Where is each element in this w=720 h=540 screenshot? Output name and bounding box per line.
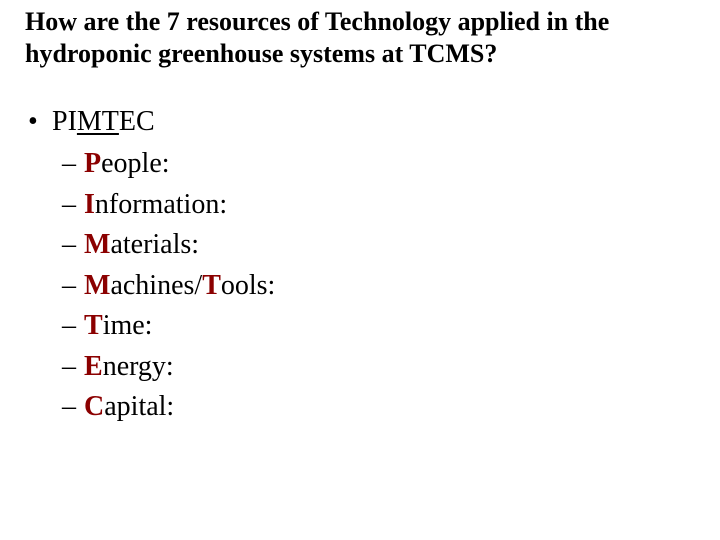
resource-list bbox=[62, 144, 275, 428]
dash: – bbox=[62, 391, 76, 422]
dash: – bbox=[62, 188, 76, 220]
initial-letter: M bbox=[84, 269, 111, 301]
item-text-tail: ools: bbox=[220, 269, 276, 301]
acronym-part-1: PI bbox=[52, 106, 77, 137]
list-item-materials bbox=[62, 225, 275, 266]
initial-letter: P bbox=[84, 148, 102, 179]
initial-letter: E bbox=[84, 350, 103, 382]
list-item-energy bbox=[62, 347, 275, 388]
item-text: nergy: bbox=[102, 350, 174, 382]
item-text: ime: bbox=[102, 310, 153, 341]
initial-letter: C bbox=[84, 391, 105, 422]
item-text: apital: bbox=[104, 391, 175, 422]
initial-letter: M bbox=[84, 229, 111, 260]
acronym-part-2: MT bbox=[76, 106, 119, 137]
dash: – bbox=[62, 148, 76, 179]
slide-title: How are the 7 resources of Technology applied in the hydroponic greenhouse systems at TCMS? bbox=[25, 7, 610, 68]
dash: – bbox=[62, 310, 76, 341]
dash: – bbox=[62, 229, 76, 260]
acronym-bullet bbox=[28, 104, 155, 140]
list-item-people bbox=[62, 144, 275, 185]
initial-letter: I bbox=[84, 188, 95, 220]
list-item-capital bbox=[62, 387, 275, 428]
list-item-time bbox=[62, 306, 275, 347]
item-text: eople: bbox=[101, 148, 170, 179]
item-text: achines/ bbox=[110, 269, 203, 301]
initial-letter: T bbox=[84, 310, 103, 341]
dash: – bbox=[62, 269, 76, 301]
list-item-information bbox=[62, 185, 275, 226]
bullet-dot: • bbox=[28, 106, 38, 137]
list-item-machines-tools bbox=[62, 266, 275, 307]
initial-letter-tools: T bbox=[202, 269, 221, 301]
dash: – bbox=[62, 350, 76, 382]
item-text: aterials: bbox=[110, 229, 200, 260]
acronym-part-3: EC bbox=[118, 106, 155, 137]
item-text: nformation: bbox=[94, 188, 228, 220]
